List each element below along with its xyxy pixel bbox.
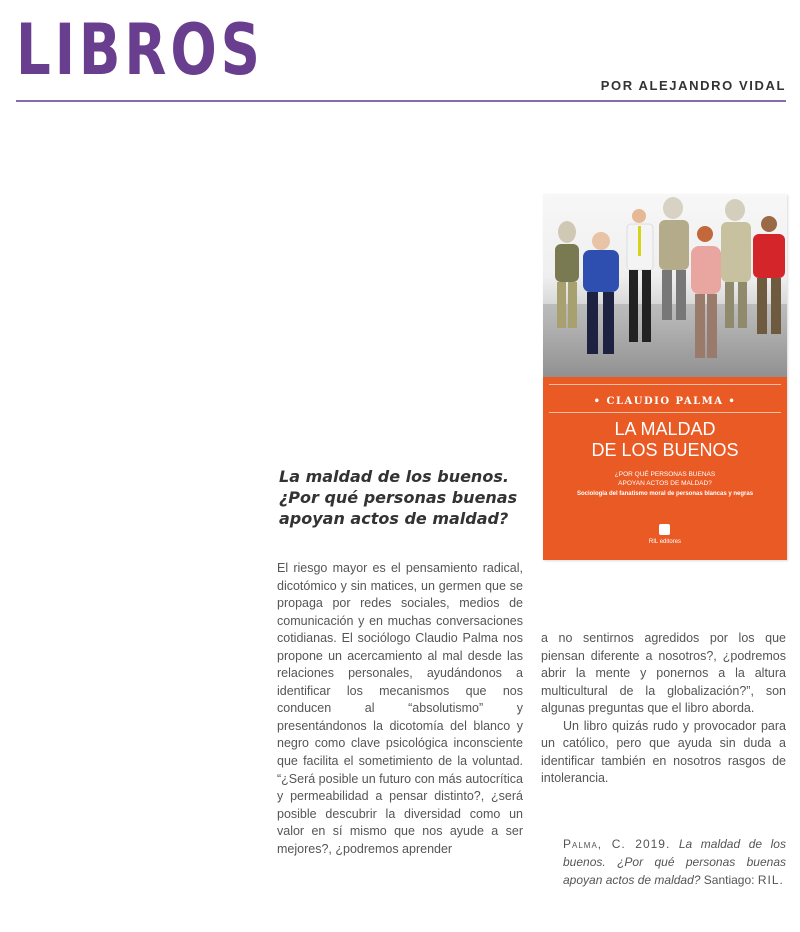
reference-place: Santiago: [703, 873, 755, 887]
cover-illustration [543, 194, 787, 377]
reference-title: La maldad de los buenos. ¿Por qué personas buenas apoyan actos de maldad? [563, 837, 786, 887]
book-reference [563, 835, 786, 889]
book-cover [543, 194, 787, 560]
article-headline [279, 466, 539, 529]
publisher-logo-icon [659, 524, 670, 535]
headline-line: La maldad de los buenos. [279, 467, 509, 486]
header-rule [16, 100, 786, 102]
headline-line: ¿Por qué personas buenas [279, 488, 518, 507]
reference-author: Palma, C. 2019. [563, 837, 671, 851]
cover-tagline: Sociología del fanatismo moral de personas blancas y negras [576, 491, 754, 497]
cover-title: LA MALDAD [614, 419, 716, 439]
cover-author: • CLAUDIO PALMA • [593, 396, 737, 407]
body-paragraph: El riesgo mayor es el pensamiento radical, dicotómico y sin matices, un germen que se propaga por redes sociales, medios de comunicación y en muchas conversaciones cotidianas. El sociólogo Claudio Palma nos propone un acercamiento al mal desde las relaciones personales, ayudándonos a identificar los mecanismos que nos conducen al “absolutismo” y presentándonos la dicotomía del blanco y negro como clave psicológica inconsciente que facilita el sometimiento de la voluntad. “¿Será posible un futuro con más autocrítica y permeabilidad a pensar distinto?, ¿será posible descubrir la diversidad como un valor en sí mismo que nos ayude a ser mejores?, ¿podremos aprender [277, 561, 523, 856]
body-paragraph: a no sentirnos agredidos por los que piensan diferente a nosotros?, ¿podremos abrir la mente y ponernos a la altura multicultural de la globalización?”, son algunas preguntas que el libro aborda. [541, 631, 786, 716]
cover-panel [543, 377, 787, 560]
crowd-illustration [543, 194, 787, 377]
body-paragraph: Un libro quizás rudo y provocador para un católico, pero que ayuda sin duda a identificar también en nosotros rasgos de intolerancia. [541, 718, 786, 786]
sheep-figure [659, 197, 689, 320]
reference-publisher: RIL. [757, 873, 784, 887]
cover-rule [549, 412, 781, 413]
article-column-2 [541, 630, 786, 788]
cover-subtitle: APOYAN ACTOS DE MALDAD? [618, 480, 712, 487]
byline: POR ALEJANDRO VIDAL [600, 78, 786, 93]
headline-line: apoyan actos de maldad? [279, 509, 509, 528]
cover-publisher: RIL editores [648, 539, 682, 545]
article-column-1 [277, 560, 523, 858]
cover-title: DE LOS BUENOS [591, 440, 739, 460]
cover-subtitle: ¿POR QUÉ PERSONAS BUENAS [614, 471, 716, 478]
cover-rule [549, 384, 781, 385]
section-title: LIBROS [16, 9, 264, 91]
